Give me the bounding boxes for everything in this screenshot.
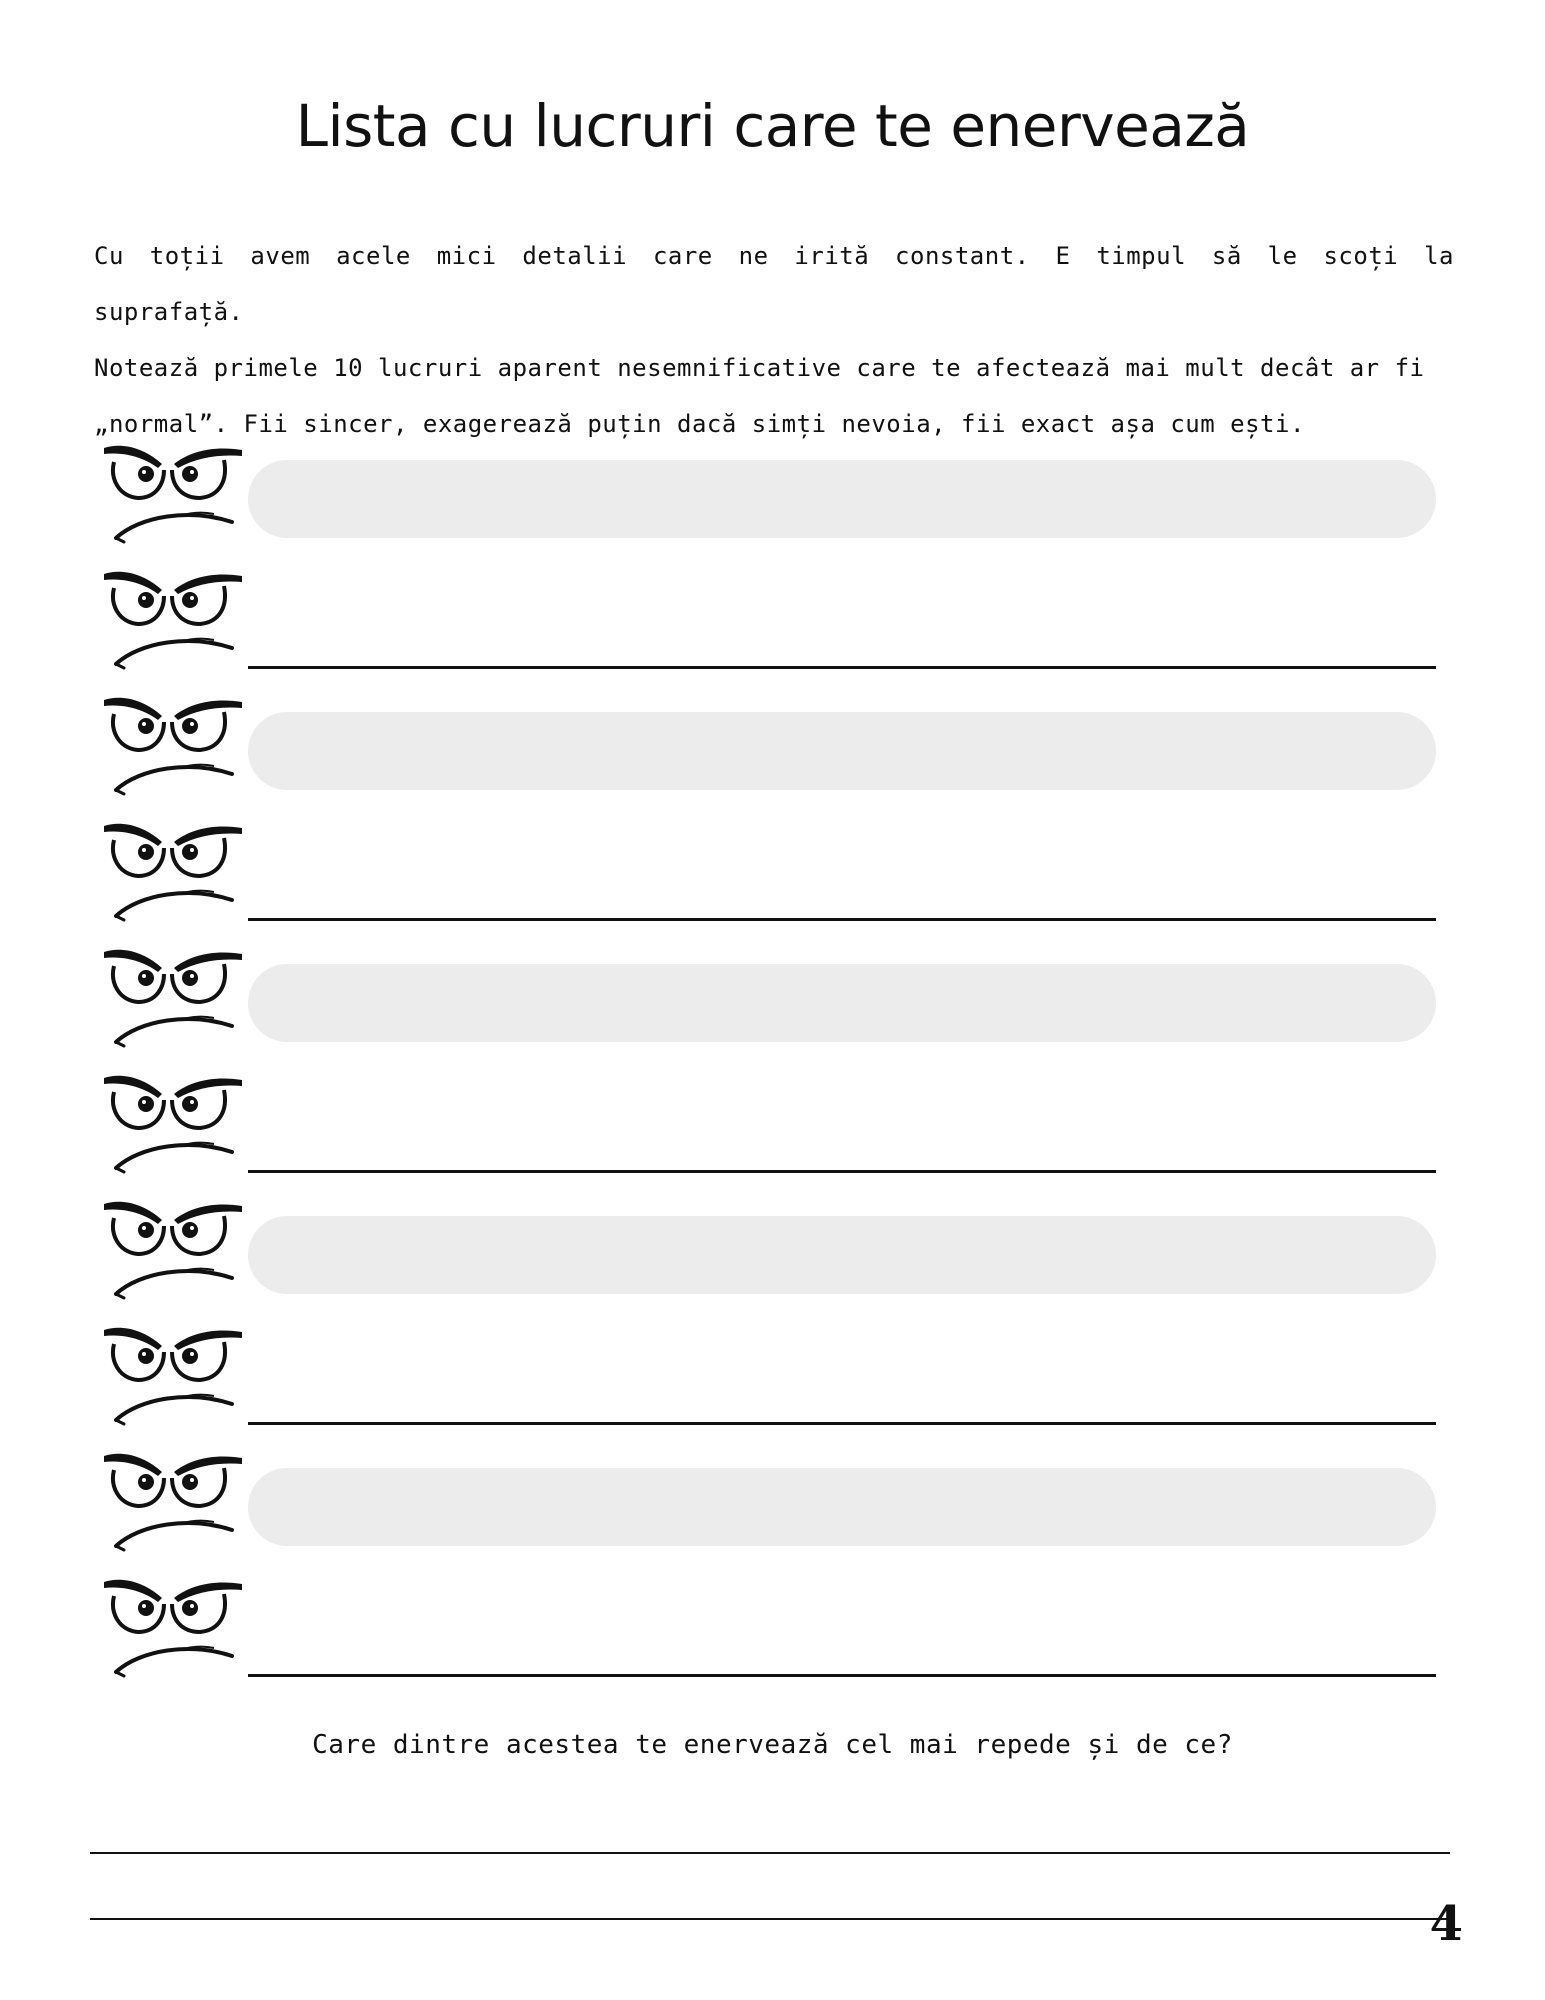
list-item [100,1324,1450,1434]
list-item [100,1072,1450,1182]
answer-pill-field[interactable] [248,1216,1436,1294]
page-number: 4 [1429,1896,1463,1952]
list-item [100,946,1450,1056]
list-item [100,568,1450,678]
list-item [100,694,1450,804]
list-item [100,820,1450,930]
angry-eyes-icon [100,694,246,804]
answer-pill-field[interactable] [248,712,1436,790]
list-item [100,442,1450,552]
answer-line-1[interactable] [90,1852,1450,1854]
follow-up-question: Care dintre acestea te enervează cel mai repede și de ce? [312,1730,1233,1760]
angry-eyes-icon [100,1072,246,1182]
answer-rule-field[interactable] [248,1422,1436,1425]
answer-rule-field[interactable] [248,1674,1436,1677]
answer-pill-field[interactable] [248,460,1436,538]
angry-eyes-icon [100,1198,246,1308]
angry-eyes-icon [100,442,246,552]
angry-eyes-icon [100,1576,246,1686]
answer-rule-field[interactable] [248,1170,1436,1173]
answer-pill-field[interactable] [248,1468,1436,1546]
list-item [100,1450,1450,1560]
answer-rule-field[interactable] [248,666,1436,669]
list-item [100,1198,1450,1308]
page-title: Lista cu lucruri care te enervează [295,92,1250,160]
list-item [100,1576,1450,1686]
intro-line-1: Cu toții avem acele mici detalii care ne irită constant. E timpul să le scoți la suprafață. [94,242,1454,326]
angry-eyes-icon [100,946,246,1056]
intro-line-2: Notează primele 10 lucruri aparent nesemnificative care te afectează mai mult decât ar fi [94,354,1425,382]
answer-rule-field[interactable] [248,918,1436,921]
angry-eyes-icon [100,820,246,930]
angry-eyes-icon [100,1450,246,1560]
answer-pill-field[interactable] [248,964,1436,1042]
intro-paragraph [94,228,1454,452]
intro-line-3: „normal”. Fii sincer, exagerează puțin dacă simți nevoia, fii exact așa cum ești. [94,410,1305,438]
angry-eyes-icon [100,1324,246,1434]
answer-line-2[interactable] [90,1918,1450,1920]
angry-eyes-icon [100,568,246,678]
